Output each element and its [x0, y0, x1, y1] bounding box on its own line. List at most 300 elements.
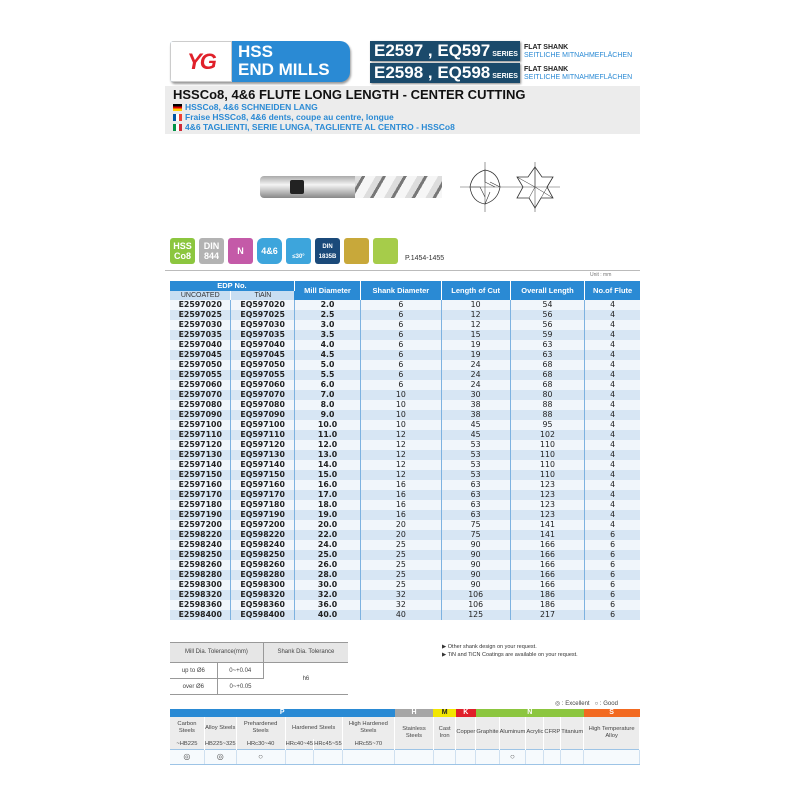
din-1835b-badge: DIN 1835B [315, 238, 340, 264]
edp-tiain: EQ598260 [231, 560, 294, 570]
edp-uncoated: E2597200 [170, 520, 231, 530]
overall-length: 102 [510, 430, 584, 440]
material-suitability-table [170, 709, 640, 765]
table-row [170, 430, 640, 440]
rating-cell [476, 749, 499, 764]
mill-diameter: 8.0 [294, 400, 360, 410]
length-of-cut: 90 [441, 540, 510, 550]
overall-length: 56 [510, 320, 584, 330]
overall-length: 166 [510, 550, 584, 560]
mill-diameter: 24.0 [294, 540, 360, 550]
flute-count: 4 [585, 300, 640, 310]
length-of-cut: 24 [441, 360, 510, 370]
six-flute-endview-icon [510, 162, 560, 212]
flute-count: 4 [585, 340, 640, 350]
edp-uncoated: E2597180 [170, 500, 231, 510]
edp-tiain: EQ597160 [231, 480, 294, 490]
shank-diameter: 12 [361, 430, 441, 440]
table-row [170, 470, 640, 480]
overall-length: 110 [510, 450, 584, 460]
shank-diameter: 6 [361, 330, 441, 340]
rating-cell [395, 749, 434, 764]
edp-tiain: EQ597110 [231, 430, 294, 440]
shank-diameter: 16 [361, 480, 441, 490]
table-row [170, 520, 640, 530]
edp-tiain: EQ597020 [231, 300, 294, 310]
shank-diameter: 12 [361, 460, 441, 470]
edp-uncoated: E2597170 [170, 490, 231, 500]
series-note-2: FLAT SHANK SEITLICHE MITNAHMEFLÄCHEN [524, 66, 633, 81]
length-of-cut: 12 [441, 320, 510, 330]
mill-diameter: 22.0 [294, 530, 360, 540]
edp-uncoated: E2597045 [170, 350, 231, 360]
table-row [170, 500, 640, 510]
edp-tiain: EQ597120 [231, 440, 294, 450]
material-group-p: P [170, 709, 395, 717]
shank-diameter: 10 [361, 410, 441, 420]
mill-diameter: 2.0 [294, 300, 360, 310]
mill-diameter: 15.0 [294, 470, 360, 480]
overall-length: 88 [510, 400, 584, 410]
mill-diameter: 32.0 [294, 590, 360, 600]
edp-tiain: EQ598320 [231, 590, 294, 600]
mill-diameter: 36.0 [294, 600, 360, 610]
material-group-m: M [433, 709, 455, 717]
table-row [170, 330, 640, 340]
material-name: CFRP [544, 717, 561, 749]
flute-count: 4 [585, 470, 640, 480]
specification-table [170, 281, 640, 620]
overall-length: 141 [510, 530, 584, 540]
shank-diameter: 20 [361, 530, 441, 540]
shank-diameter: 40 [361, 610, 441, 620]
overall-length: 166 [510, 560, 584, 570]
helix-angle-badge: ≤30° [286, 238, 311, 264]
mill-diameter: 28.0 [294, 570, 360, 580]
tolerance-table [170, 642, 348, 695]
material-name: Stainless Steels [395, 717, 434, 749]
mill-diameter: 4.0 [294, 340, 360, 350]
material-group-s: S [584, 709, 640, 717]
edp-tiain: EQ598220 [231, 530, 294, 540]
edp-tiain: EQ597130 [231, 450, 294, 460]
edp-tiain: EQ598250 [231, 550, 294, 560]
edp-tiain: EQ597060 [231, 380, 294, 390]
edp-uncoated: E2598360 [170, 600, 231, 610]
length-of-cut: 125 [441, 610, 510, 620]
mill-diameter: 5.0 [294, 360, 360, 370]
overall-length: 110 [510, 470, 584, 480]
rating-cell [561, 749, 584, 764]
mill-diameter: 9.0 [294, 410, 360, 420]
material-group-k: K [456, 709, 476, 717]
page-reference: P.1454-1455 [405, 255, 445, 262]
note-item: ▶ Other shank design on your request. [442, 644, 537, 650]
mill-diameter: 11.0 [294, 430, 360, 440]
mill-diameter: 20.0 [294, 520, 360, 530]
hss-co8-badge: HSS Co8 [170, 238, 195, 264]
tolerance-value: 0~+0.04 [217, 663, 263, 679]
edp-uncoated: E2597120 [170, 440, 231, 450]
flute-count: 6 [585, 530, 640, 540]
length-of-cut: 12 [441, 310, 510, 320]
end-mill-image [260, 176, 442, 198]
edp-tiain: EQ598280 [231, 570, 294, 580]
mill-diameter: 2.5 [294, 310, 360, 320]
table-row [170, 350, 640, 360]
table-row [170, 540, 640, 550]
length-of-cut: 15 [441, 330, 510, 340]
material-hardness: HRc45~55 [314, 739, 343, 749]
edp-uncoated: E2597150 [170, 470, 231, 480]
edp-tiain: EQ597050 [231, 360, 294, 370]
shank-diameter: 32 [361, 600, 441, 610]
flute-count: 4 [585, 320, 640, 330]
rating-cell [456, 749, 476, 764]
rating-legend: ◎ : Excellent ○ : Good [555, 701, 618, 707]
flute-count: 4 [585, 400, 640, 410]
overall-length: 166 [510, 540, 584, 550]
length-of-cut: 53 [441, 460, 510, 470]
flute-count: 4 [585, 410, 640, 420]
material-hardness: HB225~325 [204, 739, 236, 749]
edp-tiain: EQ597080 [231, 400, 294, 410]
overall-length: 68 [510, 380, 584, 390]
flute-count: 4 [585, 500, 640, 510]
material-name: Aluminum [499, 717, 526, 749]
notes [442, 643, 578, 659]
shank-diameter: 16 [361, 490, 441, 500]
edp-uncoated: E2597070 [170, 390, 231, 400]
mill-diameter: 10.0 [294, 420, 360, 430]
edp-uncoated: E2598300 [170, 580, 231, 590]
edp-uncoated: E2597035 [170, 330, 231, 340]
overall-length: 166 [510, 580, 584, 590]
slotting-icon [344, 238, 369, 264]
side-milling-icon [373, 238, 398, 264]
table-row [170, 400, 640, 410]
length-of-cut: 53 [441, 440, 510, 450]
series-note-1: FLAT SHANK SEITLICHE MITNAHMEFLÄCHEN [524, 44, 633, 59]
table-row [170, 370, 640, 380]
french-flag-icon [173, 114, 182, 121]
mill-diameter: 4.5 [294, 350, 360, 360]
table-row [170, 480, 640, 490]
table-row [170, 450, 640, 460]
flute-count: 4 [585, 440, 640, 450]
rating-cell [544, 749, 561, 764]
shank-diameter: 6 [361, 310, 441, 320]
excellent-rating-icon: ◎ [170, 749, 204, 764]
shank-diameter: 12 [361, 450, 441, 460]
edp-uncoated: E2597100 [170, 420, 231, 430]
table-row [170, 440, 640, 450]
material-group-h: H [395, 709, 434, 717]
flute-count: 4 [585, 450, 640, 460]
length-of-cut: 38 [441, 400, 510, 410]
edp-uncoated: E2598250 [170, 550, 231, 560]
tolerance-value: 0~+0.05 [217, 679, 263, 695]
overall-length: 123 [510, 500, 584, 510]
length-of-cut: 63 [441, 510, 510, 520]
edp-uncoated: E2597130 [170, 450, 231, 460]
shank-diameter: 10 [361, 420, 441, 430]
material-hardness: ~HB225 [170, 739, 204, 749]
material-name: Acrylic [526, 717, 544, 749]
material-name: Hardened Steels [285, 717, 342, 739]
table-row [170, 530, 640, 540]
flute-count: 4 [585, 390, 640, 400]
header-shank-diameter: Shank Diameter [361, 281, 441, 300]
edp-uncoated: E2597050 [170, 360, 231, 370]
flute-count: 4 [585, 510, 640, 520]
shank-diameter: 6 [361, 340, 441, 350]
edp-uncoated: E2598260 [170, 560, 231, 570]
length-of-cut: 90 [441, 570, 510, 580]
edp-tiain: EQ597040 [231, 340, 294, 350]
table-row [170, 340, 640, 350]
shank-diameter: 16 [361, 500, 441, 510]
table-row [170, 420, 640, 430]
material-name: High Temperature Alloy [584, 717, 640, 749]
flute-count: 6 [585, 560, 640, 570]
length-of-cut: 45 [441, 430, 510, 440]
table-row [170, 570, 640, 580]
shank-diameter: 6 [361, 360, 441, 370]
overall-length: 186 [510, 590, 584, 600]
edp-tiain: EQ597025 [231, 310, 294, 320]
mill-diameter: 26.0 [294, 560, 360, 570]
edp-uncoated: E2597040 [170, 340, 231, 350]
material-hardness: HRc30~40 [236, 739, 285, 749]
mill-diameter: 17.0 [294, 490, 360, 500]
title-fr: Fraise HSSCo8, 4&6 dents, coupe au centre, longue [173, 112, 632, 122]
edp-tiain: EQ597150 [231, 470, 294, 480]
table-row [170, 560, 640, 570]
flute-count: 4 [585, 380, 640, 390]
type-n-badge: N [228, 238, 253, 264]
edp-uncoated: E2597110 [170, 430, 231, 440]
overall-length: 110 [510, 440, 584, 450]
edp-uncoated: E2598320 [170, 590, 231, 600]
length-of-cut: 106 [441, 590, 510, 600]
shank-diameter: 12 [361, 470, 441, 480]
flute-count: 6 [585, 550, 640, 560]
length-of-cut: 75 [441, 530, 510, 540]
shank-diameter: 16 [361, 510, 441, 520]
overall-length: 59 [510, 330, 584, 340]
overall-length: 166 [510, 570, 584, 580]
flute-count: 4 [585, 480, 640, 490]
good-rating-icon: ○ [236, 749, 285, 764]
header-overall-length: Overall Length [510, 281, 584, 300]
overall-length: 186 [510, 600, 584, 610]
shank-tolerance-header: Shank Dia. Tolerance [263, 643, 348, 663]
overall-length: 56 [510, 310, 584, 320]
shank-diameter: 6 [361, 380, 441, 390]
table-row [170, 380, 640, 390]
material-name: Prehardened Steels [236, 717, 285, 739]
length-of-cut: 30 [441, 390, 510, 400]
rating-cell [584, 749, 640, 764]
edp-uncoated: E2598280 [170, 570, 231, 580]
rating-cell [433, 749, 455, 764]
table-row [170, 580, 640, 590]
length-of-cut: 90 [441, 550, 510, 560]
mill-tolerance-header: Mill Dia. Tolerance(mm) [170, 643, 263, 663]
material-name: Copper [456, 717, 476, 749]
table-row [170, 510, 640, 520]
overall-length: 63 [510, 350, 584, 360]
page-title: HSSCo8, 4&6 FLUTE LONG LENGTH - CENTER CUTTING [173, 87, 526, 102]
mill-diameter: 7.0 [294, 390, 360, 400]
table-row [170, 320, 640, 330]
mill-diameter: 3.0 [294, 320, 360, 330]
note-item: ▶ TiN and TiCN Coatings are available on your request. [442, 652, 578, 658]
length-of-cut: 24 [441, 380, 510, 390]
excellent-rating-icon: ◎ [204, 749, 236, 764]
title-de: HSSCo8, 4&6 SCHNEIDEN LANG [173, 102, 632, 112]
flute-count: 6 [585, 570, 640, 580]
german-flag-icon [173, 104, 182, 111]
length-of-cut: 53 [441, 450, 510, 460]
material-hardness: HRc55~70 [342, 739, 394, 749]
table-row [170, 300, 640, 310]
edp-tiain: EQ597055 [231, 370, 294, 380]
material-name: High Hardened Steels [342, 717, 394, 739]
mill-diameter: 14.0 [294, 460, 360, 470]
yg-logo: YG [170, 41, 232, 82]
italian-flag-icon [173, 124, 182, 131]
length-of-cut: 38 [441, 410, 510, 420]
flute-count: 4 [585, 420, 640, 430]
overall-length: 68 [510, 370, 584, 380]
overall-length: 80 [510, 390, 584, 400]
shank-diameter: 10 [361, 400, 441, 410]
shank-diameter: 25 [361, 560, 441, 570]
rating-cell [342, 749, 394, 764]
overall-length: 95 [510, 420, 584, 430]
header-length-of-cut: Length of Cut [441, 281, 510, 300]
table-row [170, 590, 640, 600]
mill-diameter: 40.0 [294, 610, 360, 620]
flute-count: 6 [585, 600, 640, 610]
header-tiain: TiAlN [231, 291, 294, 300]
edp-tiain: EQ597030 [231, 320, 294, 330]
edp-tiain: EQ597090 [231, 410, 294, 420]
edp-uncoated: E2597055 [170, 370, 231, 380]
flute-count: 6 [585, 610, 640, 620]
series-badge-2: E2598 , EQ598 SERIES [370, 63, 520, 83]
length-of-cut: 90 [441, 560, 510, 570]
rating-cell [285, 749, 314, 764]
shank-diameter: 6 [361, 370, 441, 380]
table-row [170, 310, 640, 320]
title-it: 4&6 TAGLIENTI, SERIE LUNGA, TAGLIENTE AL CENTRO - HSSCo8 [173, 122, 632, 132]
mill-diameter: 16.0 [294, 480, 360, 490]
flute-count: 4 [585, 490, 640, 500]
length-of-cut: 106 [441, 600, 510, 610]
shank-diameter: 6 [361, 300, 441, 310]
edp-uncoated: E2597025 [170, 310, 231, 320]
mill-diameter: 18.0 [294, 500, 360, 510]
overall-length: 54 [510, 300, 584, 310]
length-of-cut: 45 [441, 420, 510, 430]
mill-diameter: 6.0 [294, 380, 360, 390]
flute-count: 6 [585, 580, 640, 590]
flute-count: 4 [585, 430, 640, 440]
overall-length: 217 [510, 610, 584, 620]
material-hardness: HRc40~45 [285, 739, 314, 749]
feature-badges [170, 238, 444, 264]
tolerance-range-label: up to Ø6 [170, 663, 217, 679]
length-of-cut: 19 [441, 350, 510, 360]
shank-diameter: 10 [361, 390, 441, 400]
flat-shank-icon [290, 180, 304, 194]
mill-diameter: 12.0 [294, 440, 360, 450]
table-row [170, 360, 640, 370]
material-name: Carbon Steels [170, 717, 204, 739]
edp-uncoated: E2597160 [170, 480, 231, 490]
divider [165, 270, 640, 271]
shank-diameter: 12 [361, 440, 441, 450]
table-row [170, 390, 640, 400]
edp-uncoated: E2597140 [170, 460, 231, 470]
edp-tiain: EQ597170 [231, 490, 294, 500]
shank-diameter: 20 [361, 520, 441, 530]
shank-diameter: 25 [361, 550, 441, 560]
material-name: Graphite [476, 717, 499, 749]
length-of-cut: 63 [441, 500, 510, 510]
overall-length: 123 [510, 510, 584, 520]
flute-count: 4 [585, 310, 640, 320]
table-row [170, 610, 640, 620]
edp-uncoated: E2598400 [170, 610, 231, 620]
overall-length: 141 [510, 520, 584, 530]
din-844-badge: DIN 844 [199, 238, 224, 264]
shank-diameter: 25 [361, 580, 441, 590]
table-row [170, 410, 640, 420]
edp-uncoated: E2597190 [170, 510, 231, 520]
flute-count-badge: 4&6 [257, 238, 282, 264]
four-flute-endview-icon [460, 162, 510, 212]
series-badge-1: E2597 , EQ597 SERIES [370, 41, 520, 61]
flute-count: 4 [585, 350, 640, 360]
good-rating-icon: ○ [499, 749, 526, 764]
title-band [165, 86, 640, 134]
edp-uncoated: E2598240 [170, 540, 231, 550]
unit-label: Unit : mm [590, 272, 612, 278]
mill-diameter: 5.5 [294, 370, 360, 380]
header-mill-diameter: Mill Diameter [294, 281, 360, 300]
shank-diameter: 6 [361, 320, 441, 330]
overall-length: 110 [510, 460, 584, 470]
header-uncoated: UNCOATED [170, 291, 231, 300]
edp-tiain: EQ598300 [231, 580, 294, 590]
overall-length: 123 [510, 480, 584, 490]
shank-diameter: 25 [361, 570, 441, 580]
mill-diameter: 30.0 [294, 580, 360, 590]
length-of-cut: 24 [441, 370, 510, 380]
rating-cell [314, 749, 343, 764]
edp-uncoated: E2597060 [170, 380, 231, 390]
material-name: Alloy Steels [204, 717, 236, 739]
overall-length: 68 [510, 360, 584, 370]
shank-diameter: 6 [361, 350, 441, 360]
flute-count: 6 [585, 540, 640, 550]
edp-uncoated: E2597090 [170, 410, 231, 420]
flute-count: 4 [585, 360, 640, 370]
